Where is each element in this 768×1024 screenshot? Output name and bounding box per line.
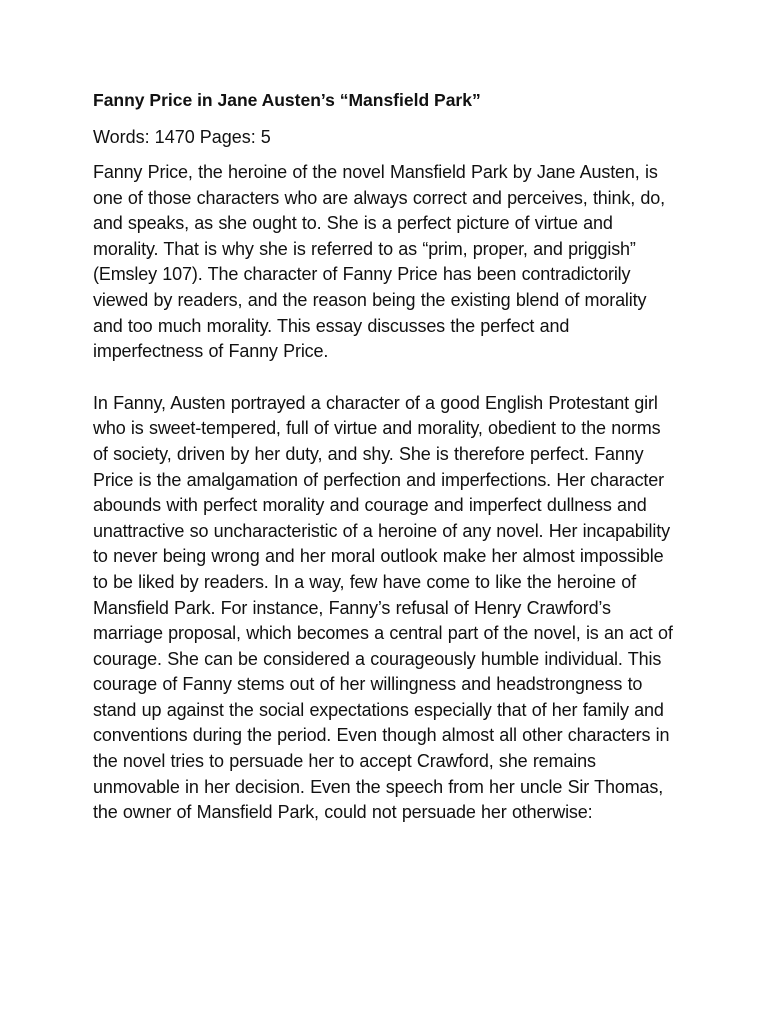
- word-page-count: Words: 1470 Pages: 5: [93, 127, 271, 147]
- document-title: Fanny Price in Jane Austen’s “Mansfield Park”: [93, 90, 481, 110]
- paragraph-intro: Fanny Price, the heroine of the novel Mansfield Park by Jane Austen, is one of those characters who are always correct and perceives, think, do, and speaks, as she ought to. She is a perfect picture of virtue and morality. That is why she is referred to as “prim, proper, and priggish” (Emsley 107). The character of Fanny Price has been contradictorily viewed by readers, and the reason being the existing blend of morality and too much morality. This essay discusses the perfect and imperfectness of Fanny Price.: [93, 162, 666, 362]
- paragraph-body: In Fanny, Austen portrayed a character of a good English Protestant girl who is sweet-tempered, full of virtue and morality, obedient to the norms of society, driven by her duty, and shy. She is therefore perfect. Fanny Price is the amalgamation of perfection and imperfections. Her character abounds with perfect morality and courage and imperfect dullness and unattractive so uncharacteristic of a heroine of any novel. Her incapability to never being wrong and her moral outlook make her almost impossible to be liked by readers. In a way, few have come to like the heroine of Mansfield Park. For instance, Fanny’s refusal of Henry Crawford’s marriage proposal, which becomes a central part of the novel, is an act of courage. She can be considered a courageously humble individual. This courage of Fanny stems out of her willingness and headstrongness to stand up against the social expectations especially that of her family and conventions during the period. Even though almost all other characters in the novel tries to persuade her to accept Crawford, she remains unmovable in her decision. Even the speech from her uncle Sir Thomas, the owner of Mansfield Park, could not persuade her otherwise:: [93, 392, 673, 823]
